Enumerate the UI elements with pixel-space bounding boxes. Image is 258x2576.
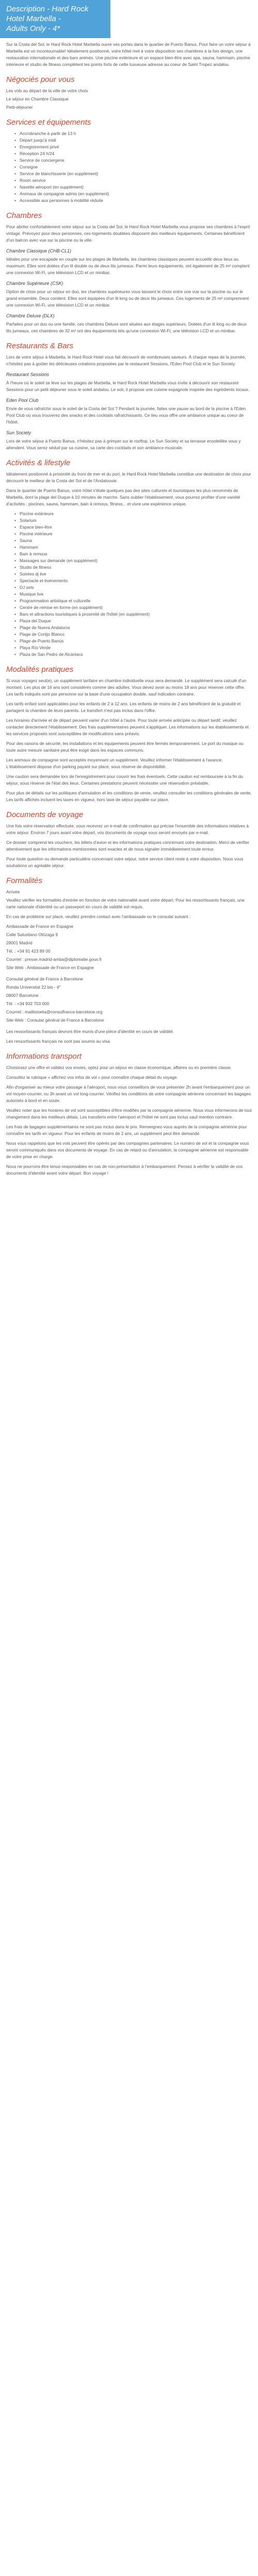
section-title-restaurants: Restaurants & Bars	[6, 342, 74, 350]
list-item: • Soirées dj live	[20, 571, 252, 578]
activites-sub: Dans le quartier de Puerto Banus, votre hôtel s'étale quelques pas des sites culturels et touristiques les plus renommés de Marbella, dont la plage del Duque à 10 minutes de marche. Sans oublier l'établissement, vous pourrez profiter d'une variété d'activités : piscines, sauna, hammam, bain à remous, fitness... et vivre une expérience unique.	[6, 488, 240, 506]
list-item: • Plaza de San Pedro de Alcántara	[20, 651, 252, 658]
formalites-paragraph: En cas de problème sur place, veuillez prendre contact avec l'ambassade ou le consulat suivant :	[6, 914, 191, 919]
infos-paragraph: Afin d'organiser au mieux votre passage à l'aéroport, nous vous conseillons de vous présenter 2h avant l'embarquement pour un vol moyen-courrier, ou 3h avant un vol long-courrier. Vérifiez les conditions de votre compagnie aérienne concernant les bagages autorisés à bord et en soute.	[6, 1084, 251, 1103]
formalites-paragraph: Veuillez vérifier les formalités d'entrée en fonction de votre nationalité avant votre départ. Pour les ressortissants français, une carte nationale d'identité ou un passeport en cours de validité est requis.	[6, 897, 245, 909]
room-name: Chambre Classique (CHB-CL1)	[6, 248, 72, 253]
modalites-paragraph: Pour plus de détails sur les politiques d'annulation et les conditions de vente, veuillez consulter les conditions générales de vente. Les tarifs affichés incluent les taxes en vigueur, hors taxe de séjour payable sur place.	[6, 790, 252, 802]
room-description: Parfaites pour un duo ou une famille, ces chambres Deluxe sont situées aux étages supérieurs. Dotées d'un lit king ou de deux lits jumeaux, ces chambres de 32 m² ont des équipements tels qu'une connexion Wi-Fi, une télévision LCD et un minibar.	[6, 321, 247, 333]
negocies-line: Petit-déjeuner	[6, 105, 33, 110]
embassy-line: Tél. : +34 91 423 89 00	[6, 948, 51, 954]
list-item: • Plaza del Duque	[20, 618, 252, 624]
consulate-line: Ronda Universitat 22 bis - 4°	[6, 985, 61, 990]
list-item: • Plage de Cortijo Blanco	[20, 631, 252, 638]
page-header	[0, 0, 110, 38]
consulate-line: Consulat général de France à Barcelone	[6, 976, 83, 981]
infos-paragraph: Nous vous rappelons que les vols peuvent être opérés par des compagnies partenaires. Le numéro de vol et la compagnie vous seront communiqués dans vos documents de voyage. En cas de retard ou d'annulation, la compagnie aérienne est responsable de votre prise en charge.	[6, 1141, 249, 1159]
restaurants-intro: Lors de votre séjour à Marbella, le Hard Rock Hotel vous fait découvrir de nombreuses saveurs. À chaque repas de la journée, n'hésitez pas à goûter les délicieuses créations proposées par le restaurant Sessions, l'Eden Pool Club et le Sun Society.	[6, 354, 246, 366]
formalites-note: Les ressortissants français ne sont pas soumis au visa.	[6, 1039, 111, 1044]
negocies-line: Le séjour en Chambre Classique	[6, 96, 69, 101]
section-title-informations: Informations transport	[6, 1052, 82, 1061]
section-title-activites: Activités & lifestyle	[6, 459, 71, 467]
room-name: Chambre Supérieure (CSK)	[6, 281, 63, 286]
list-item: • Sauna	[20, 537, 252, 544]
list-item: • Studio de fitness	[20, 564, 252, 571]
infos-paragraph: Consultez la rubrique « affichez vos infos de vol » pour connaître chaque détail du voyage.	[6, 1075, 178, 1080]
list-item: • Bain à remous	[20, 551, 252, 557]
chambres-intro: Pour abriter confortablement votre séjour sur la Costa del Sol, le Hard Rock Hotel Marbella vous propose ses chambres à l'esprit vintage. Prévoyez pour deux personnes, ces logements doublées disposent des meilleurs équipements. Certaines bénéficient d'un balcon avec vue sur la piscine ou la ville.	[6, 224, 250, 243]
embassy-line: Calle Salustiano Olózaga 9	[6, 932, 58, 937]
list-item: • Consigne	[20, 164, 252, 171]
list-item: • DJ sets	[20, 584, 252, 591]
formalites-arrival: Arrivée	[6, 889, 20, 894]
list-item: • Room service	[20, 177, 252, 184]
list-item: • Plage de Puerto Banús	[20, 638, 252, 645]
list-item: • Bars et attractions touristiques à proximité de l'hôtel (en supplément)	[20, 611, 252, 618]
list-item: • Réception 24 h/24	[20, 150, 252, 157]
infos-paragraph: Choisissez une offre et validez vos envies, optez pour un séjour en classe économique, affaires ou en première classe.	[6, 1065, 232, 1070]
list-item: • Piscine extérieure	[20, 511, 252, 517]
list-item: • Centre de remise en forme (en supplément)	[20, 604, 252, 611]
restaurant-name: Eden Pool Club	[6, 398, 39, 403]
list-item: • Accessible aux personnes à mobilité réduite	[20, 197, 252, 204]
list-item: • Programmation artistique et culturelle	[20, 598, 252, 604]
restaurant-description: Lors de votre séjour à Puerto Banus, n'hésitez pas à grimper sur le rooftop. Le Sun Society et sa terrasse ensoleillée vous y attendent. Vous serez séduit par sa cuisine, sa carte des cocktails et son ambiance musicale.	[6, 438, 241, 450]
list-item: • Animaux de compagnie admis (en supplément)	[20, 191, 252, 197]
section-title-services: Services et équipements	[6, 118, 91, 127]
list-item: • Massages sur demande (en supplément)	[20, 557, 252, 564]
list-item: • Accrobranche à partir de 13 h	[20, 130, 252, 137]
page-title-line-2: Adults Only - 4*	[6, 24, 60, 33]
list-item: • Hammam	[20, 544, 252, 551]
restaurant-description: Envie de vous rafraîchir sous le soleil de la Costa del Sol ? Pendant la journée, faites une pause au bord de la piscine à l'Eden Pool Club où vous trouverez des snacks et des cocktails rafraîchissants. Ce lieu vous offre une ambiance unique au coeur de l'hôtel.	[6, 406, 246, 425]
consulate-line: 08007 Barcelone	[6, 993, 39, 998]
modalites-paragraph: Pour des raisons de sécurité, les installations et les équipements peuvent être fermés temporairement. Le port du masque ou toute autre mesure sanitaire peut être exigé dans les espaces communs.	[6, 741, 244, 753]
section-title-documents: Documents de voyage	[6, 810, 84, 819]
embassy-line: 28001 Madrid	[6, 940, 33, 945]
room-name: Chambre Deluxe (DLX)	[6, 313, 55, 318]
embassy-line[interactable]: Courriel : presse.madrid-amba@diplomatie.gouv.fr	[6, 957, 102, 962]
section-title-formalites: Formalités	[6, 876, 43, 885]
documents-paragraph: Ce dossier comprend les vouchers, les billets d'avion et les informations pratiques concernant votre destination. Merci de vérifier attentivement que les informations mentionnées sont exactes et de nous signaler immédiatement toute erreur.	[6, 840, 250, 852]
infos-paragraph: Veuillez noter que les horaires de vol sont susceptibles d'être modifiés par la compagnie aérienne. Nous vous informerons de tout changement dans les meilleurs délais. Les transferts entre l'aéroport et l'hôtel ne sont pas inclus sauf mention contraire.	[6, 1108, 252, 1120]
modalites-paragraph: Les animaux de compagnie sont acceptés moyennant un supplément. Veuillez informer l'établissement à l'avance. L'établissement dispose d'un parking payant sur place, sous réserve de disponibilité.	[6, 757, 223, 769]
list-item: • Playa Río Verde	[20, 645, 252, 651]
list-item: • Spectacle et événements	[20, 578, 252, 584]
consulate-line[interactable]: Courriel : malilistoeta@consulfrance-barcelone.org	[6, 1009, 103, 1014]
room-description: Option de choix pour un séjour en duo, les chambres supérieures vous laissent le choix entre une vue sur la piscine ou sur le grand ensemble. Deux contient. Elles sont équipées d'un lit king ou de deux lits jumeaux. Ces logements de 25 m² comprennent une connexion Wi-Fi, une télévision LCD et un minibar.	[6, 289, 249, 308]
list-item: • Enregistrement privé	[20, 144, 252, 150]
negocies-line: Les vols au départ de la ville de votre choix	[6, 88, 88, 93]
embassy-line[interactable]: Site Web : Ambassade de France en Espagne	[6, 965, 94, 970]
section-title-chambres: Chambres	[6, 211, 42, 220]
section-title-modalites: Modalités pratiques	[6, 665, 74, 674]
consulate-line[interactable]: Site Web : Consulat général de France à Barcelone	[6, 1018, 104, 1023]
list-item: • Plage de Nueva Andalucia	[20, 624, 252, 631]
list-item: • Musique live	[20, 591, 252, 598]
modalites-paragraph: Une caution sera demandée lors de l'enregistrement pour couvrir les frais éventuels. Cette caution est remboursée à la fin du séjour, sous réserve de l'état des lieux. Certaines prestations peuvent nécessiter une réservation préalable.	[6, 774, 244, 786]
list-item: • Service de conciergerie	[20, 157, 252, 164]
modalites-paragraph: Les tarifs enfant sont applicables pour les enfants de 2 à 12 ans. Les enfants de moins de 2 ans bénéficient de la gratuité et partagent la chambre de leurs parents. Le transfert n'est pas inclus dans l'offre.	[6, 701, 241, 713]
activites-intro: Idéalement positionné à proximité du front de mer et du port, le Hard Rock Hotel Marbella constitue une destination de choix pour découvrir le meilleur de la Costa del Sol et de l'Andalousie.	[6, 471, 251, 483]
embassy-line: Ambassade de France en Espagne	[6, 924, 74, 929]
restaurant-description: À l'heure où le soleil se lève sur les plages de Marbella, le Hard Rock Hotel Marbella vous invite à découvrir son restaurant Sessions pour un petit déjeuner sous le soleil andalou. Le soir, il propose une cuisine espagnole inspirée des ingrédients locaux.	[6, 380, 250, 392]
documents-paragraph: Une fois votre réservation effectuée, vous recevrez un e-mail de confirmation qui précise l'ensemble des informations relatives à votre séjour. Environ 7 jours avant votre départ, vos documents de voyage vous seront envoyés par e-mail.	[6, 823, 249, 835]
services-list	[6, 130, 252, 204]
restaurant-name: Restaurant Sessions	[6, 372, 50, 377]
modalites-paragraph: Les horaires d'arrivée et de départ peuvent varier d'un hôtel à l'autre. Pour toute arrivée anticipée ou départ tardif, veuillez contacter directement l'établissement. Des frais supplémentaires peuvent s'appliquer. Les informations sur les établissements et les services proposés sont susceptibles de modifications sans préavis.	[6, 718, 249, 736]
page-title-line-1: Description - Hard Rock Hotel Marbella -	[6, 5, 89, 23]
content	[0, 38, 258, 1177]
activites-list	[6, 511, 252, 658]
room-description: Idéales pour une escapade en couple sur les plages de Marbella, les chambres classiques peuvent accueillir deux lieux au maximum. Elles sont dotées d'un lit double ou de deux lits jumeaux. Parmi leurs équipements, ont également de 25 m² comptent une connexion Wi-Fi, une télévision LCD et un minibar.	[6, 257, 250, 275]
list-item: • Navette aéroport (en supplément)	[20, 184, 252, 191]
consulate-line: Tél. : +34 932 703 000	[6, 1001, 50, 1006]
documents-paragraph: Pour toute question ou demande particulière concernant votre séjour, notre service client reste à votre disposition. Nous vous souhaitons un agréable séjour.	[6, 856, 244, 868]
section-title-negocies: Négociés pour vous	[6, 75, 75, 84]
modalites-paragraph: Si vous voyagez seul(e), un supplément tarifaire en chambre individuelle vous sera demandé. Le supplément sera calculé d'un montant. Les plus de 16 ans sont considérés comme des adultes. Vous devez avoir au moins 18 ans pour réserver cette offre. Les tarifs indiqués sont par personne sur la base d'une occupation double, sauf indication contraire.	[6, 678, 247, 697]
list-item: • Espace bien-être	[20, 524, 252, 531]
formalites-note: Les ressortissants français devront être munis d'une pièce d'identité en cours de validité.	[6, 1029, 174, 1034]
infos-paragraph: Les frais de bagages supplémentaires ne sont pas inclus dans le prix. Renseignez-vous auprès de la compagnie aérienne pour connaître les tarifs en vigueur. Pour les enfants de moins de 2 ans, un supplément peut être demandé.	[6, 1124, 247, 1136]
intro-paragraph: Sur la Costa del Sol, le Hard Rock Hotel Marbella ouvre ses portes dans le quartier de Puerto Banus. Pour faire un votre séjour à Marbella est un incontournable! Idéalement positionné, votre hôtel met à votre disposition ses chambres à la fois design, une restauration internationale et des bars animés. Une piscine extérieure et un espace bien-être avec spa, sauna, hammam, piscine intérieure et studio de fitness complètent les points forts de cette luxueuse adresse au coeur de Saint Tropez andalou.	[6, 42, 251, 67]
list-item: • Solarium	[20, 517, 252, 524]
infos-paragraph: Nous ne pourrons être tenus responsables en cas de non-présentation à l'embarquement. Pensez à vérifier la validité de vos documents d'identité avant votre départ. Bon voyage !	[6, 1164, 243, 1176]
list-item: • Départ jusqu'à midi	[20, 137, 252, 144]
list-item: • Piscine intérieure	[20, 531, 252, 537]
restaurant-name: Sun Society	[6, 430, 31, 435]
list-item: • Service de blanchisserie (en supplément)	[20, 171, 252, 177]
